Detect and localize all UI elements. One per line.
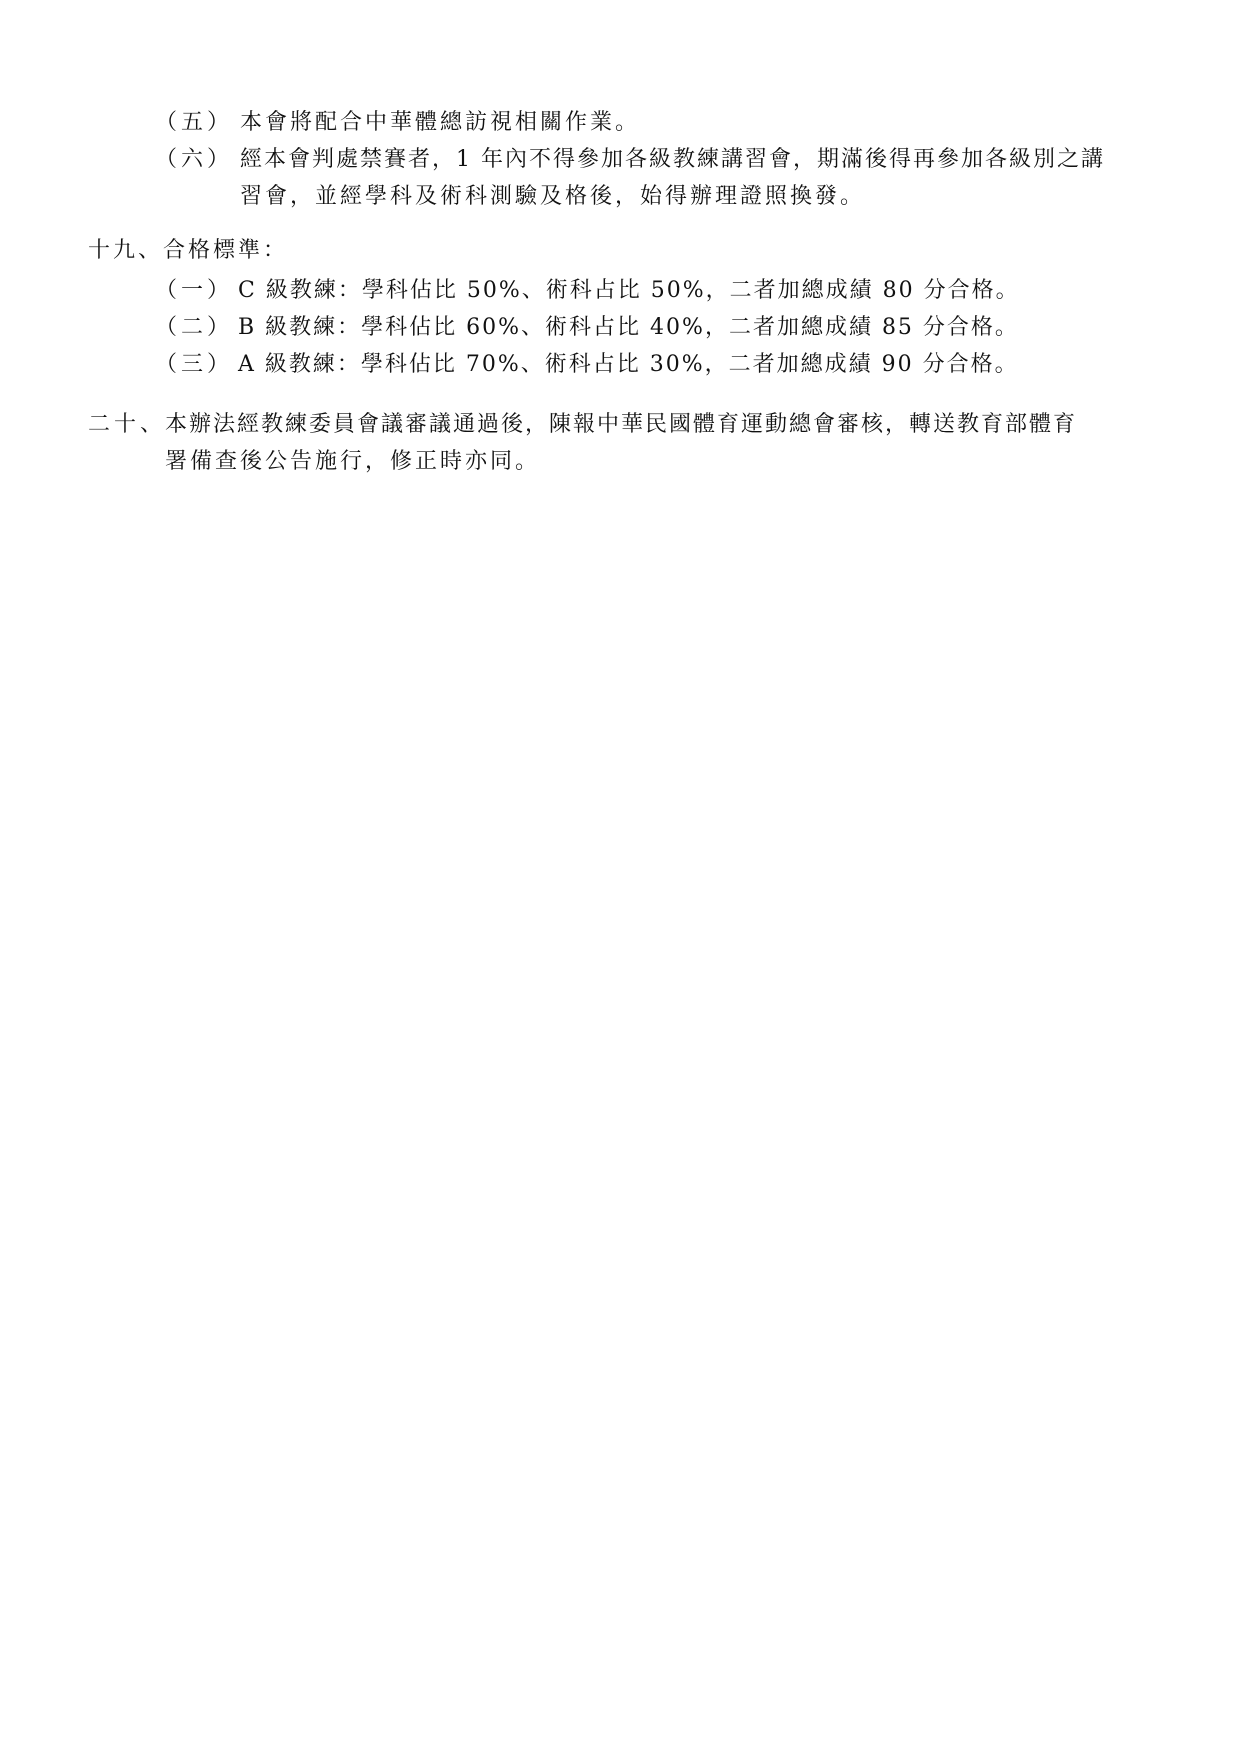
section-19-item-2-text: B 級教練：學科佔比 60%、術科占比 40%，二者加總成績 85 分合格。 — [238, 315, 1019, 340]
item-6-marker: （六） — [155, 147, 234, 172]
item-5-marker: （五） — [155, 110, 234, 135]
section-19-item-3-text: A 級教練：學科佔比 70%、術科占比 30%，二者加總成績 90 分合格。 — [238, 352, 1019, 377]
section-19-heading — [88, 232, 288, 269]
section-19-heading-text: 十九、合格標準： — [88, 238, 289, 263]
section-20-line-2: 署備查後公告施行，修正時亦同。 — [165, 449, 541, 474]
item-6-line-2: 習會，並經學科及術科測驗及格後，始得辦理證照換發。 — [240, 184, 866, 209]
item-5-text: 本會將配合中華體總訪視相關作業。 — [240, 110, 641, 135]
section-19-item-2-marker: （二） — [155, 315, 234, 340]
section-19-item-1-marker: （一） — [155, 278, 234, 303]
item-6-line-1: 經本會判處禁賽者，1 年內不得參加各級教練講習會，期滿後得再參加各級別之講 — [240, 147, 1105, 172]
section-20-line-1: 本辦法經教練委員會議審議通過後，陳報中華民國體育運動總會審核，轉送教育部體育 — [165, 412, 1078, 437]
section-19-item-1-text: C 級教練：學科佔比 50%、術科占比 50%，二者加總成績 80 分合格。 — [238, 278, 1020, 303]
section-19-item-3-marker: （三） — [155, 352, 234, 377]
section-20-marker: 二十、 — [88, 412, 167, 437]
